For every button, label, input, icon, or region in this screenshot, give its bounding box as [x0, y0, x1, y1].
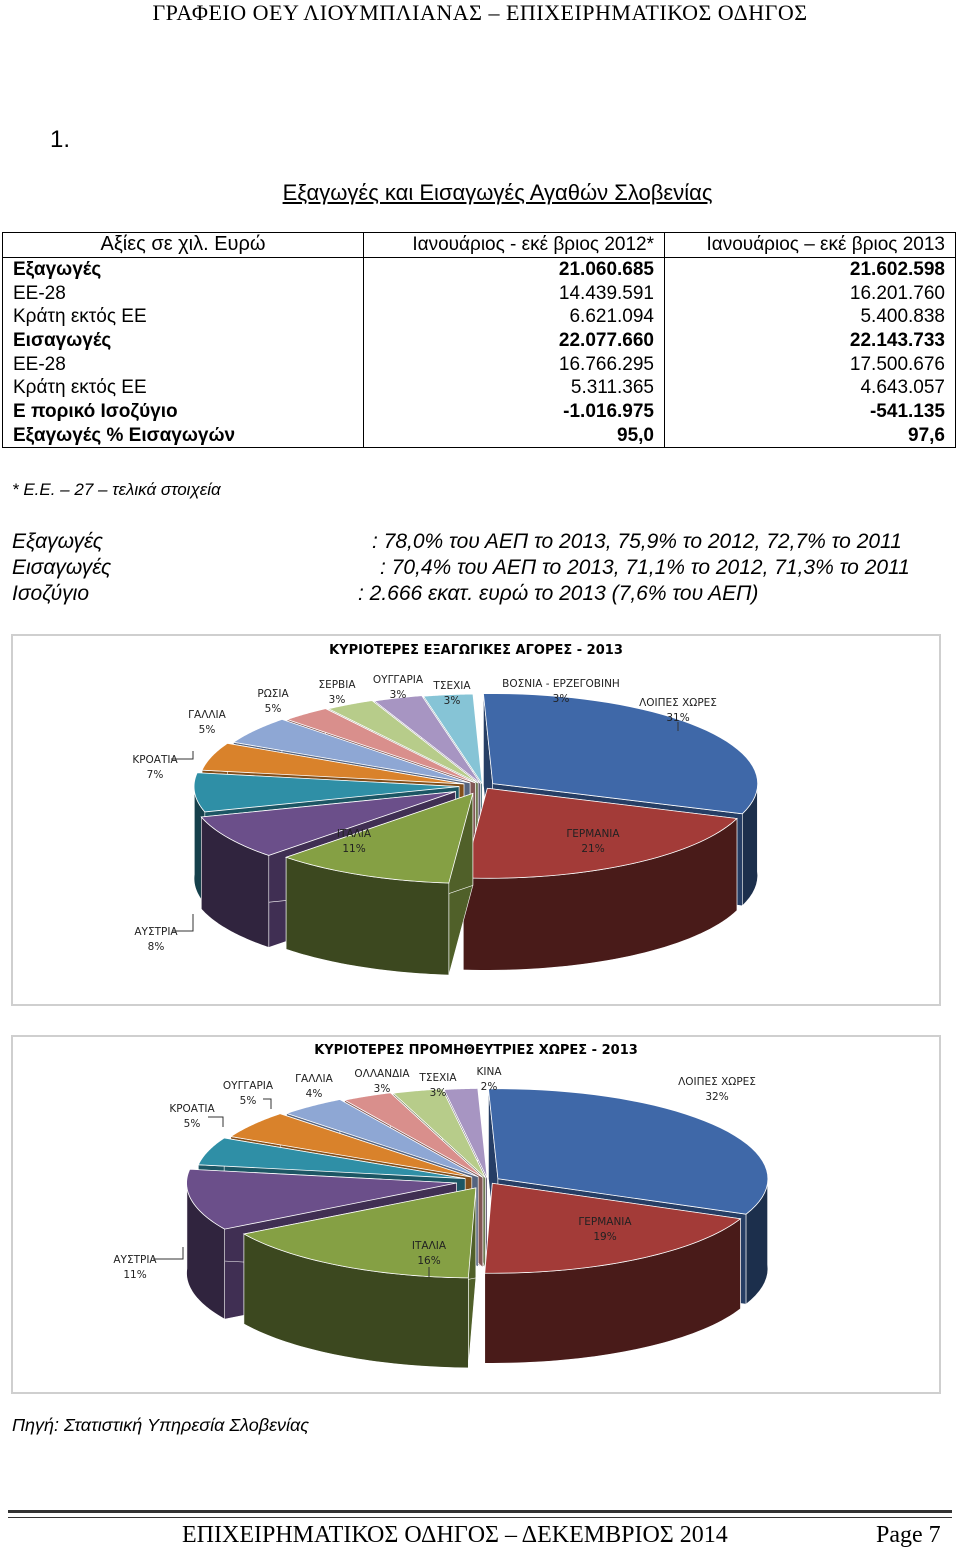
stat-balance-label: Ισοζύγιο	[12, 582, 90, 605]
slice-label-λοιπες-χωρες: ΛΟΙΠΕΣ ΧΩΡΕΣ	[639, 697, 717, 709]
table-cell-label: Κράτη εκτός ΕΕ	[3, 305, 364, 329]
section-number: 1.	[50, 126, 71, 153]
pie-slice-γερμανια	[463, 788, 737, 970]
table-cell-2012: 5.311.365	[364, 376, 665, 400]
table-row	[3, 281, 956, 305]
table-row	[3, 376, 956, 400]
table-cell-2012: 16.766.295	[364, 352, 665, 376]
slice-label-λοιπες-χωρες: ΛΟΙΠΕΣ ΧΩΡΕΣ	[678, 1076, 756, 1088]
stat-imports-label: Εισαγωγές	[12, 556, 112, 579]
table-cell-label: ΕΕ-28	[3, 352, 364, 376]
stat-balance-value: : 2.666 εκατ. ευρώ το 2013 (7,6% του ΑΕΠ)	[358, 582, 759, 605]
export-pie-svg	[13, 636, 939, 1004]
trade-table	[2, 232, 956, 448]
table-cell-2013: 97,6	[665, 424, 956, 448]
chart-title: ΚΥΡΙΟΤΕΡΕΣ ΠΡΟΜΗΘΕΥΤΡΙΕΣ ΧΩΡΕΣ - 2013	[314, 1043, 638, 1058]
slice-label-ουγγαρια: ΟΥΓΓΑΡΙΑ	[222, 1080, 274, 1092]
export-markets-chart	[11, 634, 941, 1006]
section-title: Εξαγωγές και Εισαγωγές Αγαθών Σλοβενίας	[282, 180, 713, 205]
stat-exports-value: : 78,0% του ΑΕΠ το 2013, 75,9% το 2012, 72,7% το 2011	[372, 530, 902, 553]
slice-label-κινα: ΚΙΝΑ	[476, 1066, 502, 1078]
slice-label-κροατια: ΚΡΟΑΤΙΑ	[132, 754, 178, 766]
table-cell-2012: 21.060.685	[364, 257, 665, 281]
table-row	[3, 352, 956, 376]
slice-label-βοσνια-ερζεγοβινη: ΒΟΣΝΙΑ - ΕΡΖΕΓΟΒΙΝΗ	[502, 678, 620, 690]
slice-label-τσεχια: ΤΣΕΧΙΑ	[419, 1072, 457, 1084]
table-cell-2012: 6.621.094	[364, 305, 665, 329]
slice-label-αυστρια: ΑΥΣΤΡΙΑ	[134, 926, 178, 938]
slice-percent-κινα: 2%	[480, 1081, 498, 1093]
leader-line	[153, 1247, 183, 1259]
footer-divider	[8, 1510, 952, 1513]
slice-label-γαλλια: ΓΑΛΛΙΑ	[188, 709, 226, 721]
slice-percent-γερμανια: 19%	[593, 1231, 617, 1243]
table-cell-2012: 95,0	[364, 424, 665, 448]
table-row	[3, 400, 956, 424]
page-number: Page 7	[876, 1522, 941, 1548]
slice-percent-λοιπες-χωρες: 32%	[705, 1091, 729, 1103]
supplier-countries-chart	[11, 1035, 941, 1394]
slice-label-ρωσια: ΡΩΣΙΑ	[257, 688, 289, 700]
table-cell-label: Εξαγωγές % Εισαγωγών	[3, 424, 364, 448]
table-cell-2013: 21.602.598	[665, 257, 956, 281]
footer-text: ΕΠΙΧΕΙΡΗΜΑΤΙΚΟΣ ΟΔΗΓΟΣ – ΔΕΚΕΜΒΡΙΟΣ 2014	[182, 1522, 728, 1548]
slice-percent-βοσνια-ερζεγοβινη: 3%	[552, 693, 570, 705]
table-body	[3, 257, 956, 448]
slice-label-ιταλια: ΙΤΑΛΙΑ	[336, 828, 372, 840]
table-cell-2013: 4.643.057	[665, 376, 956, 400]
slice-percent-αυστρια: 11%	[123, 1269, 147, 1281]
table-cell-label: Ε πορικό Ισοζύγιο	[3, 400, 364, 424]
slice-percent-τσεχια: 3%	[443, 695, 461, 707]
table-row	[3, 424, 956, 448]
slice-label-σερβια: ΣΕΡΒΙΑ	[318, 679, 356, 691]
slice-percent-ουγγαρια: 5%	[239, 1095, 257, 1107]
slice-percent-τσεχια: 3%	[429, 1087, 447, 1099]
stat-imports-value: : 70,4% του ΑΕΠ το 2013, 71,1% το 2012, 71,3% το 2011	[380, 556, 910, 579]
chart-title: ΚΥΡΙΟΤΕΡΕΣ ΕΞΑΓΩΓΙΚΕΣ ΑΓΟΡΕΣ - 2013	[329, 643, 623, 658]
table-cell-2013: 17.500.676	[665, 352, 956, 376]
table-cell-2013: -541.135	[665, 400, 956, 424]
slice-percent-γερμανια: 21%	[581, 843, 605, 855]
table-cell-2013: 16.201.760	[665, 281, 956, 305]
slice-label-γερμανια: ΓΕΡΜΑΝΙΑ	[566, 828, 620, 840]
leader-line	[263, 1099, 271, 1109]
table-header-2013: Ιανουάριος – εκέ βριος 2013	[665, 233, 956, 258]
table-header-row	[3, 233, 956, 258]
source-note: Πηγή: Στατιστική Υπηρεσία Σλοβενίας	[12, 1415, 309, 1435]
page-header: ΓΡΑΦΕΙΟ ΟΕΥ ΛΙΟΥΜΠΛΙΑΝΑΣ – ΕΠΙΧΕΙΡΗΜΑΤΙΚΟΣ ΟΔΗΓΟΣ	[152, 0, 808, 25]
import-pie-svg	[13, 1037, 939, 1392]
slice-label-ιταλια: ΙΤΑΛΙΑ	[411, 1240, 447, 1252]
slice-label-αυστρια: ΑΥΣΤΡΙΑ	[113, 1254, 157, 1266]
slice-label-τσεχια: ΤΣΕΧΙΑ	[433, 680, 471, 692]
slice-percent-ιταλια: 16%	[417, 1255, 441, 1267]
table-cell-2012: -1.016.975	[364, 400, 665, 424]
slice-label-γαλλια: ΓΑΛΛΙΑ	[295, 1073, 333, 1085]
slice-percent-κροατια: 5%	[183, 1118, 201, 1130]
table-row	[3, 329, 956, 353]
slice-percent-λοιπες-χωρες: 31%	[666, 712, 690, 724]
slice-label-ολλανδια: ΟΛΛΑΝΔΙΑ	[354, 1068, 410, 1080]
table-row	[3, 257, 956, 281]
table-cell-2013: 5.400.838	[665, 305, 956, 329]
slice-percent-αυστρια: 8%	[147, 941, 165, 953]
table-cell-label: Κράτη εκτός ΕΕ	[3, 376, 364, 400]
table-cell-2012: 14.439.591	[364, 281, 665, 305]
slice-percent-ουγγαρια: 3%	[389, 689, 407, 701]
leader-line	[208, 1117, 223, 1127]
table-cell-2013: 22.143.733	[665, 329, 956, 353]
table-cell-label: Εισαγωγές	[3, 329, 364, 353]
table-header-2012: Ιανουάριος - εκέ βριος 2012*	[364, 233, 665, 258]
table-row	[3, 305, 956, 329]
table-footnote: * Ε.Ε. – 27 – τελικά στοιχεία	[12, 480, 221, 499]
table-cell-label: ΕΕ-28	[3, 281, 364, 305]
table-cell-2012: 22.077.660	[364, 329, 665, 353]
footer-divider-thin	[8, 1517, 952, 1518]
table-header-unit: Αξίες σε χιλ. Ευρώ	[3, 233, 364, 258]
slice-percent-ιταλια: 11%	[342, 843, 366, 855]
slice-percent-ολλανδια: 3%	[373, 1083, 391, 1095]
slice-label-ουγγαρια: ΟΥΓΓΑΡΙΑ	[372, 674, 424, 686]
slice-percent-κροατια: 7%	[146, 769, 164, 781]
slice-percent-ρωσια: 5%	[264, 703, 282, 715]
slice-percent-γαλλια: 4%	[305, 1088, 323, 1100]
table-cell-label: Εξαγωγές	[3, 257, 364, 281]
stat-exports-label: Εξαγωγές	[12, 530, 103, 553]
slice-percent-γαλλια: 5%	[198, 724, 216, 736]
slice-label-κροατια: ΚΡΟΑΤΙΑ	[169, 1103, 215, 1115]
slice-label-γερμανια: ΓΕΡΜΑΝΙΑ	[578, 1216, 632, 1228]
slice-percent-σερβια: 3%	[328, 694, 346, 706]
